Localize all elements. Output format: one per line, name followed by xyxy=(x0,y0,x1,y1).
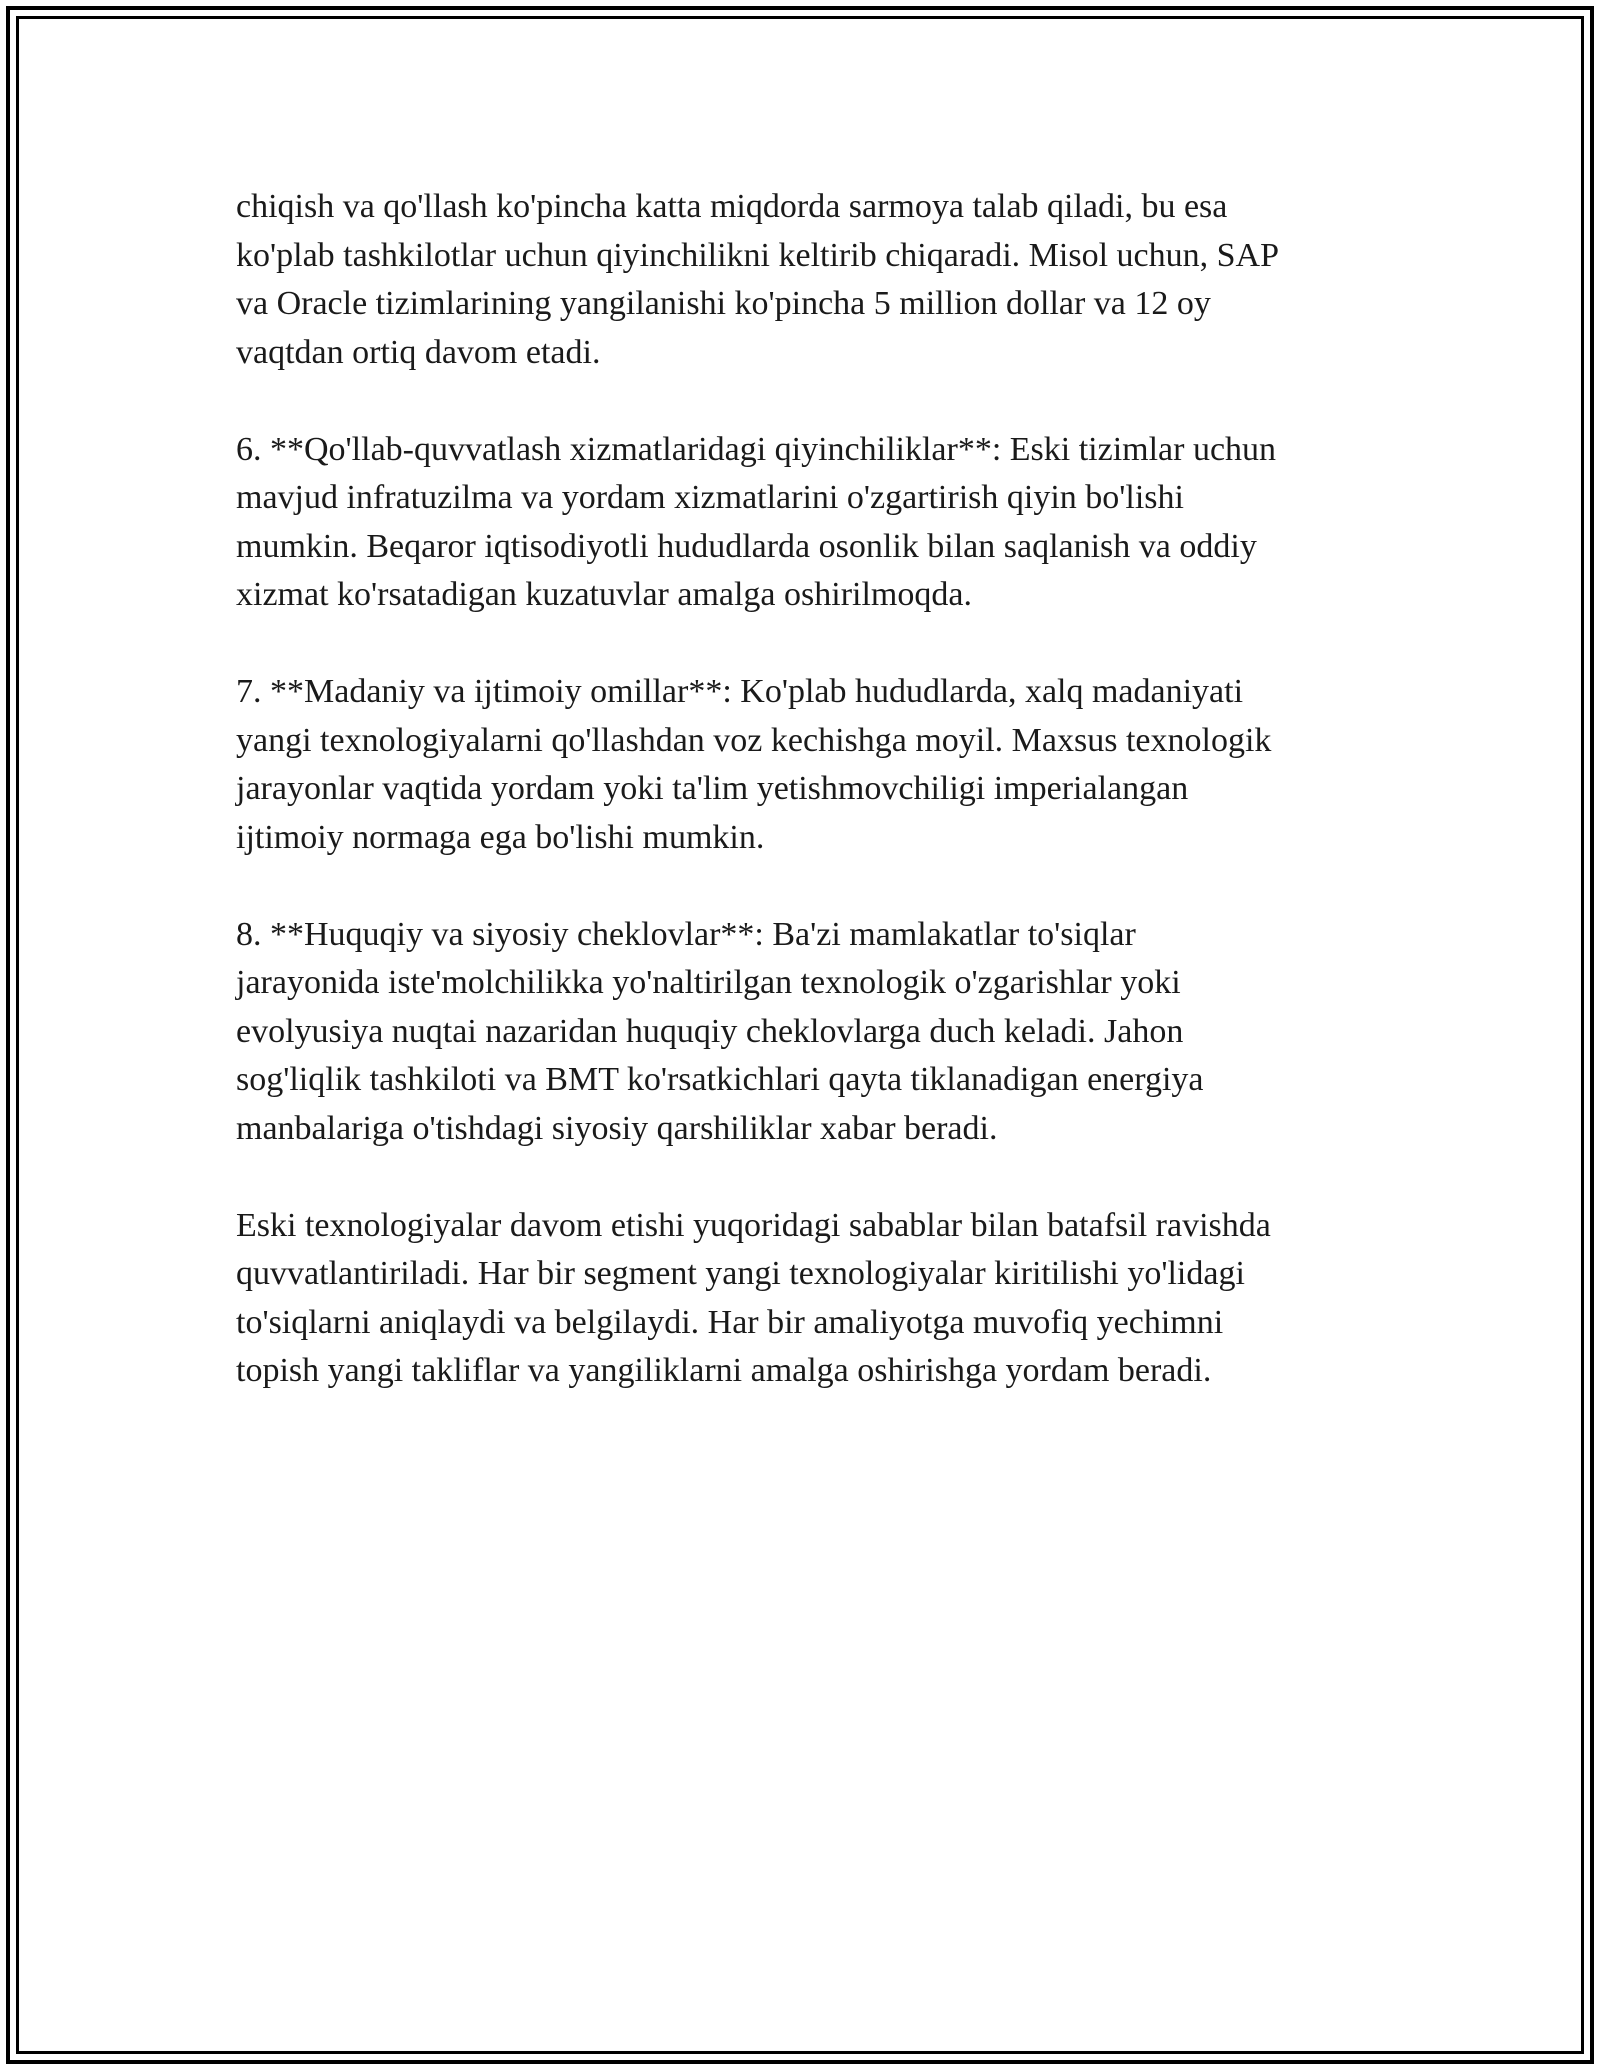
text-line: evolyusiya nuqtai nazaridan huquqiy cheklovlarga duch keladi. Jahon xyxy=(236,1012,1184,1050)
text-line: 7. **Madaniy va ijtimoiy omillar**: Ko'plab hududlarda, xalq madaniyati xyxy=(236,673,1244,710)
text-line: quvvatlantiriladi. Har bir segment yangi texnologiyalar kiritilishi yo'lidagi xyxy=(236,1255,1245,1292)
text-line: jarayonida iste'molchilikka yo'naltirilgan texnologik o'zgarishlar yoki xyxy=(236,964,1181,1001)
paragraph-support-services xyxy=(236,426,1416,620)
paragraph-conclusion xyxy=(236,1202,1416,1396)
paragraph-cultural-factors xyxy=(236,668,1416,862)
text-line: 8. **Huquqiy va siyosiy cheklovlar**: Ba'zi mamlakatlar to'siqlar xyxy=(236,915,1136,953)
text-line: 6. **Qo'llab-quvvatlash xizmatlaridagi qiyinchiliklar**: Eski tizimlar uchun xyxy=(236,430,1277,468)
text-line: ko'plab tashkilotlar uchun qiyinchilikni keltirib chiqaradi. Misol uchun, SAP xyxy=(236,236,1279,274)
text-line: vaqtdan ortiq davom etadi. xyxy=(236,333,601,371)
text-line: yangi texnologiyalarni qo'llashdan voz kechishga moyil. Maxsus texnologik xyxy=(236,721,1272,759)
text-line: va Oracle tizimlarining yangilanishi ko'pincha 5 million dollar va 12 oy xyxy=(236,285,1211,322)
text-line: mavjud infratuzilma va yordam xizmatlarini o'zgartirish qiyin bo'lishi xyxy=(236,479,1184,516)
text-line: to'siqlarni aniqlaydi va belgilaydi. Har bir amaliyotga muvofiq yechimni xyxy=(236,1303,1224,1341)
text-line: jarayonlar vaqtida yordam yoki ta'lim yetishmovchiligi imperialangan xyxy=(236,770,1189,807)
text-line: chiqish va qo'llash ko'pincha katta miqdorda sarmoya talab qiladi, bu esa xyxy=(236,188,1228,225)
paragraph-legal-constraints xyxy=(236,911,1416,1154)
text-line: manbalariga o'tishdagi siyosiy qarshiliklar xabar beradi. xyxy=(236,1109,998,1147)
text-line: sog'liqlik tashkiloti va BMT ko'rsatkichlari qayta tiklanadigan energiya xyxy=(236,1061,1204,1098)
text-line: Eski texnologiyalar davom etishi yuqoridagi sabablar bilan batafsil ravishda xyxy=(236,1206,1271,1244)
text-line: mumkin. Beqaror iqtisodiyotli hududlarda osonlik bilan saqlanish va oddiy xyxy=(236,527,1257,565)
text-line: ijtimoiy normaga ega bo'lishi mumkin. xyxy=(236,818,765,856)
document-body xyxy=(236,183,1416,1444)
text-line: xizmat ko'rsatadigan kuzatuvlar amalga oshirilmoqda. xyxy=(236,576,972,613)
text-line: topish yangi takliflar va yangiliklarni amalga oshirishga yordam beradi. xyxy=(236,1352,1212,1389)
paragraph-cost xyxy=(236,183,1416,377)
